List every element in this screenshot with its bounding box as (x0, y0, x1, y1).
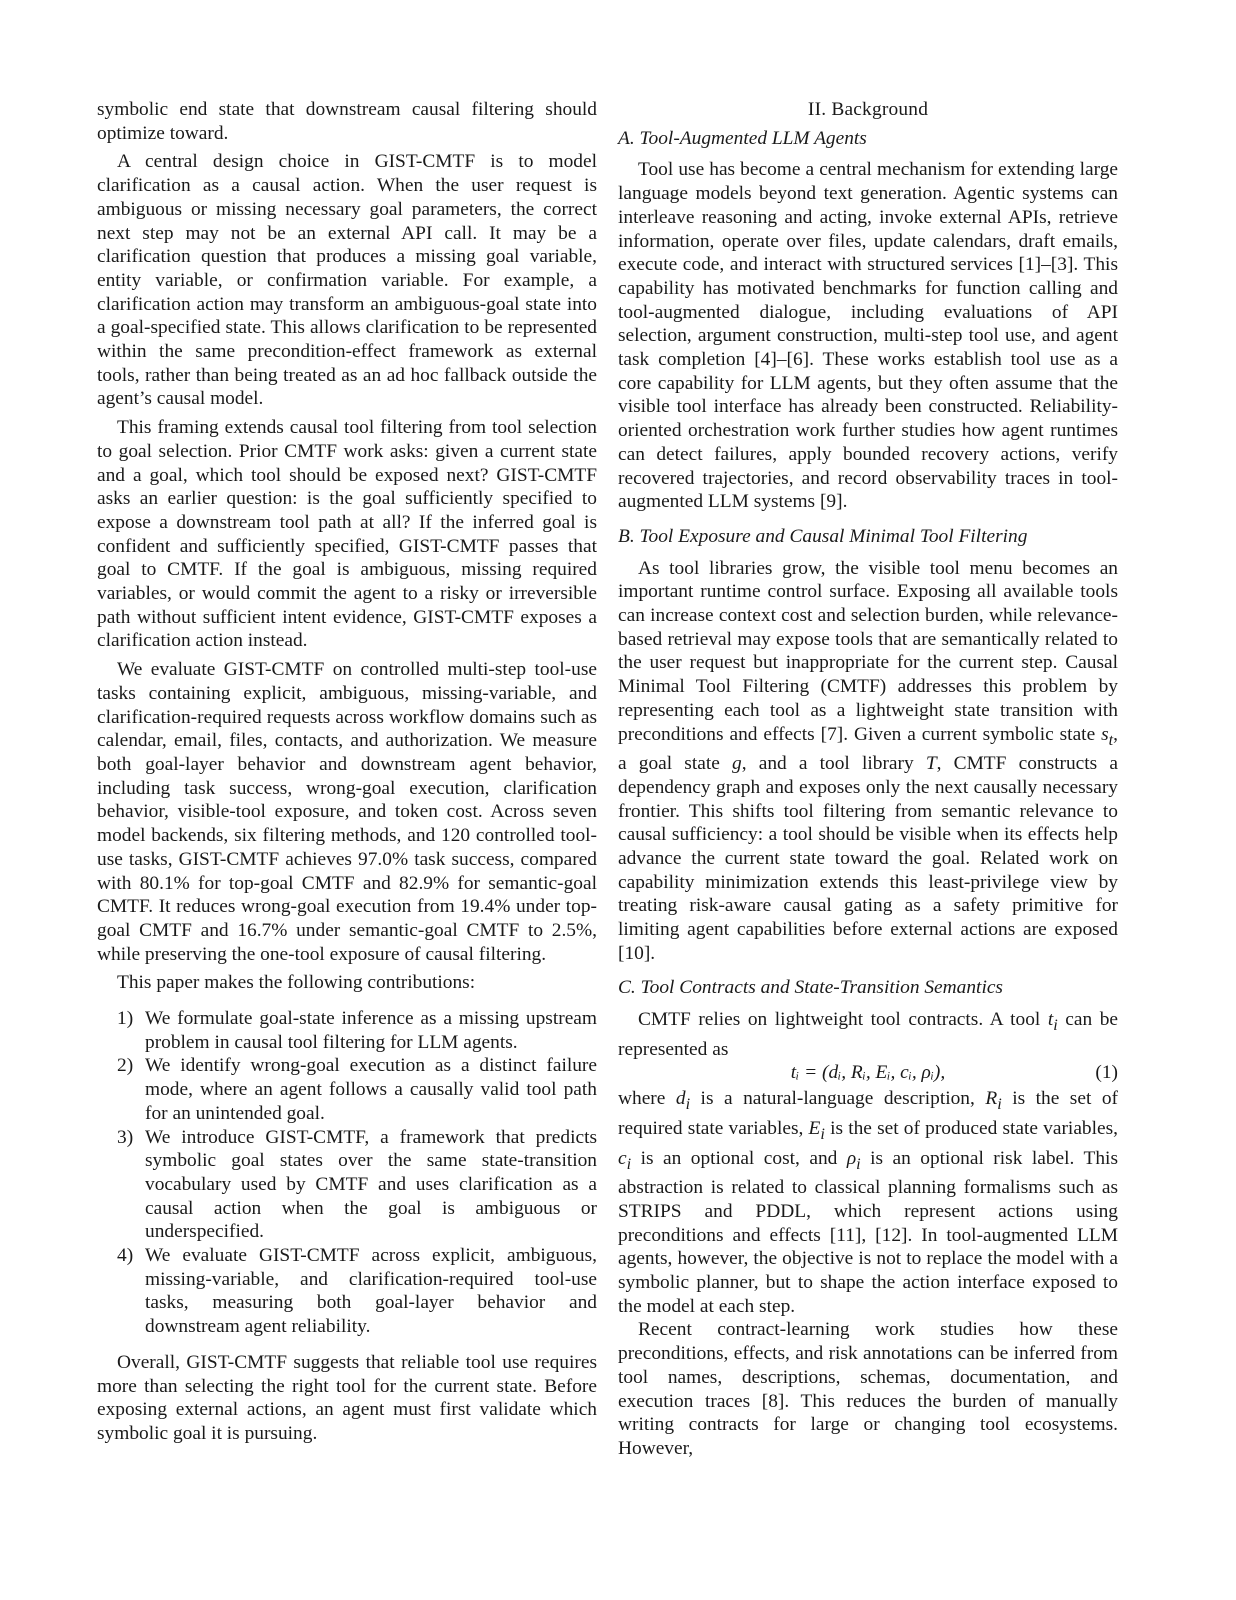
contribution-item (97, 1244, 597, 1339)
subsection-title-c: C. Tool Contracts and State-Transition Semantics (618, 977, 1003, 999)
contribution-number: 1) (117, 1008, 134, 1030)
equation-number: (1) (1095, 1062, 1118, 1084)
contribution-item (97, 1054, 597, 1125)
contribution-item (97, 1007, 597, 1054)
contribution-text: We formulate goal-state inference as a missing upstream problem in causal tool filtering for LLM agents. (145, 1008, 597, 1053)
paragraph-contract-definition: where $d_i$ is a natural-language description, $R_i$ is the set of required state variables, $E_i$ is the set of produced state variables, $c_i$ is an optional cost, and $\rho_i$ is an optional risk label. This abstraction is related to classical planning formalisms such as STRIPS and PDDL, which represent actions using preconditions and effects [11], [12]. In tool-augmented LLM agents, however, the objective is not to replace the model with a symbolic planner, but to shape the action interface exposed to the model at each step. (618, 1088, 1119, 1317)
contribution-number: 3) (117, 1126, 134, 1148)
paragraph-contract-learning: Recent contract-learning work studies how these preconditions, effects, and risk annotations can be inferred from tool names, descriptions, schemas, documentation, and execution traces [8]. This reduces the burden of manually writing contracts for large or changing tool ecosystems. However, (618, 1319, 1118, 1459)
section-title: II. Background (807, 99, 929, 120)
left-column (97, 98, 597, 1446)
paragraph-tool-exposure: As tool libraries grow, the visible tool menu becomes an important runtime control surface. Exposing all available tools can increase context cost and selection burden, while relevance-based retrieval may expose tools that are semantically related to the user request but inappropriate for the current step. Causal Minimal Tool Filtering (CMTF) addresses this problem by representing each tool as a lightweight state transition with preconditions and effects [7]. Given a current symbolic state $s_t$, a goal state g, and a tool library T, CMTF constructs a dependency graph and exposes only the next causally necessary frontier. This shifts tool filtering from semantic relevance to causal sufficiency: a tool should be visible when its effects help advance the current state toward the goal. Related work on capability minimization extends this least-privilege view by treating risk-aware causal gating as a safety primitive for limiting agent capabilities before external actions are exposed [10]. (618, 557, 1118, 964)
paragraph-continuation: symbolic end state that downstream causal filtering should optimize toward. (97, 99, 597, 144)
contribution-text: We evaluate GIST-CMTF across explicit, ambiguous, missing-variable, and clarification-required tool-use tasks, measuring both goal-layer behavior and downstream agent reliability. (145, 1245, 597, 1338)
subsection-title-a: A. Tool-Augmented LLM Agents (618, 127, 867, 149)
paragraph-tool-augmented: Tool use has become a central mechanism for extending large language models beyond text generation. Agentic systems can interleave reasoning and acting, invoke external APIs, retrieve information, operate over files, update calendars, draft emails, execute code, and interact with structured services [1]–[3]. This capability has motivated benchmarks for function calling and tool-augmented dialogue, including evaluations of API selection, argument construction, multi-step tool use, and agent task completion [4]–[6]. These works establish tool use as a core capability for LLM agents, but they often assume that the visible tool interface has already been constructed. Reliability-oriented orchestration work further studies how agent runtimes can detect failures, apply bounded recovery actions, verify recovered trajectories, and record observability traces in tool-augmented LLM systems [9]. (618, 159, 1118, 513)
contribution-text: We identify wrong-goal execution as a distinct failure mode, where an agent follows a causally valid tool path for an unintended goal. (145, 1055, 597, 1124)
paragraph-contributions-intro: This paper makes the following contributions: (117, 972, 476, 994)
contribution-item (97, 1126, 597, 1245)
paragraph-overall: Overall, GIST-CMTF suggests that reliable tool use requires more than selecting the right tool for the current state. Before exposing external actions, an agent must first validate which symbolic goal it is pursuing. (97, 1351, 597, 1444)
equation-expression: tᵢ = (dᵢ, Rᵢ, Eᵢ, cᵢ, ρᵢ), (790, 1062, 946, 1084)
paragraph-contracts: CMTF relies on lightweight tool contracts. A tool $t_i$ can be represented as (618, 1009, 1118, 1060)
right-column (618, 98, 1118, 1461)
contribution-text: We introduce GIST-CMTF, a framework that predicts symbolic goal states over the same state-transition vocabulary used by CMTF and uses clarification as a causal action when the goal is ambiguous or underspecified. (145, 1126, 597, 1243)
contribution-number: 2) (117, 1055, 134, 1077)
contribution-number: 4) (117, 1245, 134, 1267)
subsection-title-b: B. Tool Exposure and Causal Minimal Tool Filtering (618, 525, 1028, 547)
contributions-list (97, 1007, 597, 1339)
paragraph-clarification-design: A central design choice in GIST-CMTF is to model clarification as a causal action. When the user request is ambiguous or missing necessary goal parameters, the correct next step may not be an external API call. It may be a clarification question that produces a missing goal variable, entity variable, or confirmation variable. For example, a clarification action may transform an ambiguous-goal state into a goal-specified state. This allows clarification to be represented within the same precondition-effect framework as external tools, rather than being treated as an ad hoc fallback outside the agent’s causal model. (97, 151, 597, 410)
equation-1 (618, 1061, 1118, 1087)
paragraph-framing: This framing extends causal tool filtering from tool selection to goal selection. Prior CMTF work asks: given a current state and a goal, which tool should be exposed next? GIST-CMTF asks an earlier question: is the goal sufficiently specified to expose a downstream tool path at all? If the inferred goal is confident and sufficiently specified, GIST-CMTF passes that goal to CMTF. If the goal is ambiguous, missing required variables, or would commit the agent to a risky or irreversible path without sufficient intent evidence, GIST-CMTF exposes a clarification action instead. (97, 417, 597, 652)
paragraph-evaluation: We evaluate GIST-CMTF on controlled multi-step tool-use tasks containing explicit, ambiguous, missing-variable, and clarification-required requests across workflow domains such as calendar, email, files, contacts, and authorization. We measure both goal-layer behavior and downstream agent behavior, including task success, wrong-goal execution, clarification behavior, visible-tool exposure, and token cost. Across seven model backends, six filtering methods, and 120 controlled tool-use tasks, GIST-CMTF achieves 97.0% task success, compared with 80.1% for top-goal CMTF and 82.9% for semantic-goal CMTF. It reduces wrong-goal execution from 19.4% under top-goal CMTF and 16.7% under semantic-goal CMTF to 2.5%, while preserving the one-tool exposure of causal filtering. (97, 659, 597, 965)
